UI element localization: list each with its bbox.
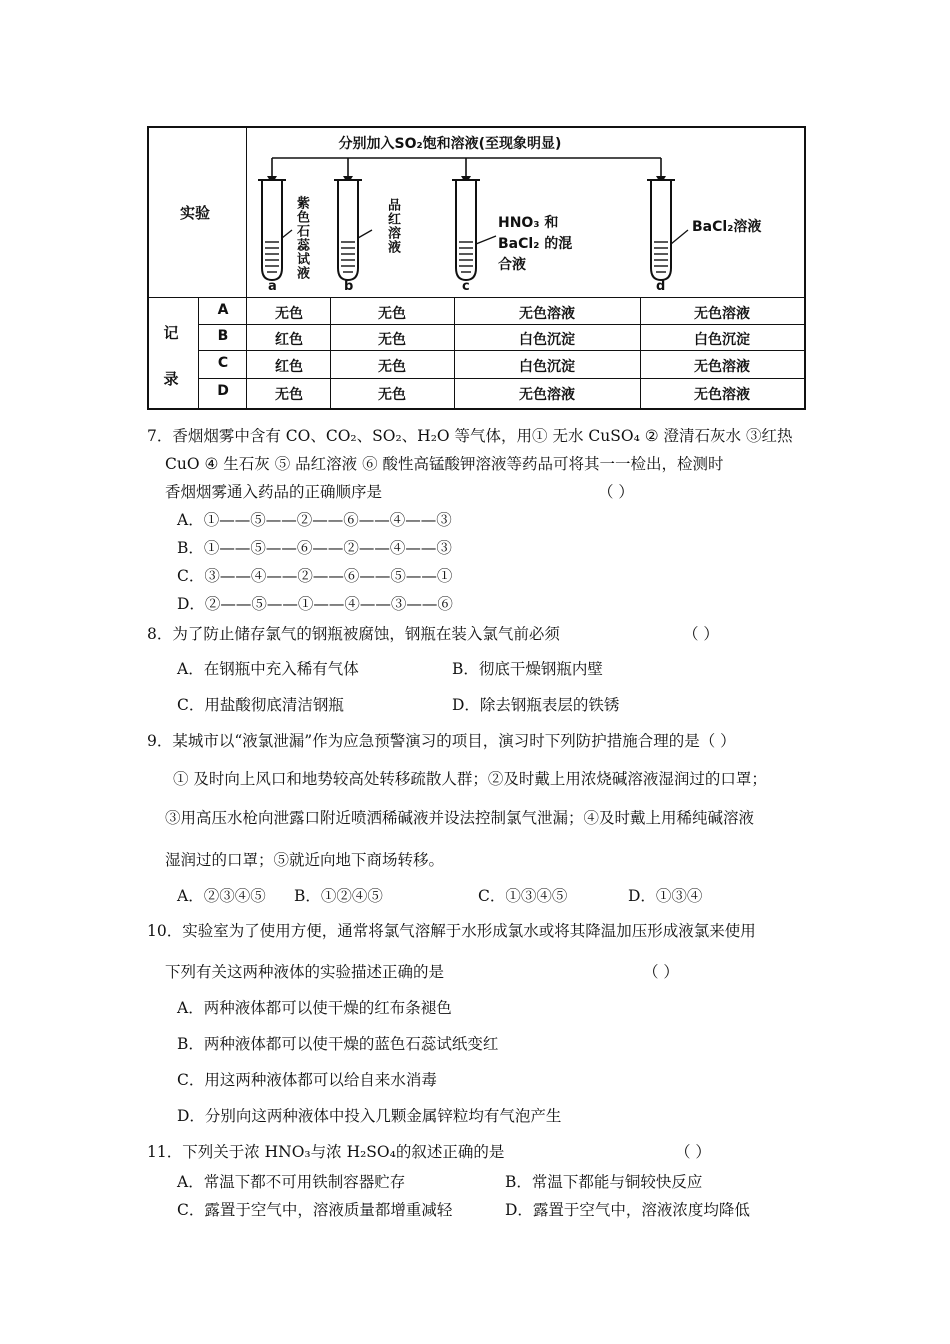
tube-a-letter: a (268, 279, 277, 294)
experiment-label: 实验 (179, 204, 210, 222)
table-cell: 白色沉淀 (519, 359, 575, 375)
option-b: B．两种液体都可以使干燥的蓝色石蕊试纸变红 (177, 1035, 499, 1053)
tube-c-letter: c (462, 279, 470, 294)
table-cell: 无色溶液 (694, 359, 750, 375)
tube-d-letter: d (656, 279, 666, 294)
answer-paren: （ ） (598, 483, 634, 501)
option-d: D．②——⑤——①——④——③——⑥ (177, 595, 453, 613)
tube-b-letter: b (344, 279, 354, 294)
q7-line-1: 7．香烟烟雾中含有 CO、CO₂、SO₂、H₂O 等气体，用① 无水 CuSO₄ ② 澄清石灰水 ③红热 (147, 427, 793, 445)
table-cell: 无色 (275, 306, 303, 322)
q8-stem: 8．为了防止储存氯气的钢瓶被腐蚀，钢瓶在装入氯气前必须 (147, 625, 560, 643)
q9-line-1: ① 及时向上风口和地势较高处转移疏散人群；②及时戴上用浓烧碱溶液湿润过的口罩； (173, 770, 767, 788)
row-key: D (217, 383, 229, 399)
answer-paren: （ ） (683, 625, 719, 643)
table-cell: 无色溶液 (519, 306, 575, 322)
table-divider (198, 324, 804, 325)
test-tube-c (456, 180, 476, 280)
table-cell: 白色沉淀 (519, 332, 575, 348)
test-tube-d (651, 180, 671, 280)
q7-line-2: CuO ④ 生石灰 ⑤ 品红溶液 ⑥ 酸性高锰酸钾溶液等药品可将其一一检出，检测时 (165, 455, 724, 473)
table-cell: 无色 (378, 387, 406, 403)
tube-a-label: 紫色石蕊试液 (294, 196, 309, 280)
tube-c-label-3: 合液 (498, 257, 526, 273)
option-d: D．露置于空气中，溶液浓度均降低 (505, 1201, 750, 1219)
table-cell: 无色 (378, 359, 406, 375)
option-a: A．①——⑤——②——⑥——④——③ (177, 511, 452, 529)
tube-d-label: BaCl₂溶液 (692, 219, 762, 235)
row-key: C (217, 355, 229, 371)
option-b: B．①——⑤——⑥——②——④——③ (177, 539, 452, 557)
option-b: B．常温下都能与铜较快反应 (505, 1173, 703, 1191)
option-d: D．分别向这两种液体中投入几颗金属锌粒均有气泡产生 (177, 1107, 562, 1125)
option-a: A．两种液体都可以使干燥的红布条褪色 (177, 999, 452, 1017)
table-cell: 无色溶液 (519, 387, 575, 403)
tube-b-label: 品红溶液 (385, 198, 400, 254)
test-tube-b (338, 180, 358, 280)
table-cell: 红色 (275, 332, 303, 348)
option-c: C．①③④⑤ (478, 887, 568, 905)
table-cell: 红色 (275, 359, 303, 375)
option-b: B．①②④⑤ (294, 887, 383, 905)
table-cell: 无色溶液 (694, 306, 750, 322)
tube-c-label-2: BaCl₂ 的混 (498, 236, 573, 252)
table-cell: 白色沉淀 (694, 332, 750, 348)
q10-line-2: 下列有关这两种液体的实验描述正确的是 (165, 963, 445, 981)
table-divider (198, 378, 804, 379)
option-d: D．①③④ (628, 887, 703, 905)
table-cell: 无色 (378, 332, 406, 348)
q11-stem: 11．下列关于浓 HNO₃与浓 H₂SO₄的叙述正确的是 (147, 1143, 505, 1161)
option-d: D．除去钢瓶表层的铁锈 (452, 696, 620, 714)
option-c: C．用盐酸彻底清洁钢瓶 (177, 696, 344, 714)
table-cell: 无色 (378, 306, 406, 322)
q9-line-2: ③用高压水枪向泄露口附近喷洒稀碱液并设法控制氯气泄漏；④及时戴上用稀纯碱溶液 (165, 809, 755, 827)
table-cell: 无色 (275, 387, 303, 403)
table-divider (198, 350, 804, 351)
option-c: C．③——④——②——⑥——⑤——① (177, 567, 453, 585)
q9-stem: 9．某城市以“液氯泄漏”作为应急预警演习的项目，演习时下列防护措施合理的是（ ） (147, 732, 736, 750)
q10-line-1: 10．实验室为了使用方便，通常将氯气溶解于水形成氯水或将其降温加压形成液氯来使用 (147, 922, 756, 940)
answer-paren: （ ） (643, 963, 679, 981)
option-b: B．彻底干燥钢瓶内壁 (452, 660, 603, 678)
reagent-banner: 分别加入SO₂饱和溶液(至现象明显) (338, 136, 562, 152)
row-key: A (217, 302, 229, 318)
option-c: C．用这两种液体都可以给自来水消毒 (177, 1071, 437, 1089)
option-a: A．常温下都不可用铁制容器贮存 (177, 1173, 406, 1191)
record-label: 录 (163, 370, 179, 388)
option-a: A．在钢瓶中充入稀有气体 (177, 660, 359, 678)
q7-line-3: 香烟烟雾通入药品的正确顺序是 (165, 483, 383, 501)
answer-paren: （ ） (675, 1143, 711, 1161)
option-c: C．露置于空气中，溶液质量都增重减轻 (177, 1201, 453, 1219)
record-label: 记 (163, 324, 179, 342)
test-tube-a (262, 180, 282, 280)
q9-line-3: 湿润过的口罩；⑤就近向地下商场转移。 (165, 851, 445, 869)
table-cell: 无色溶液 (694, 387, 750, 403)
tube-c-label-1: HNO₃ 和 (498, 215, 559, 231)
option-a: A．②③④⑤ (177, 887, 266, 905)
row-key: B (217, 328, 229, 344)
